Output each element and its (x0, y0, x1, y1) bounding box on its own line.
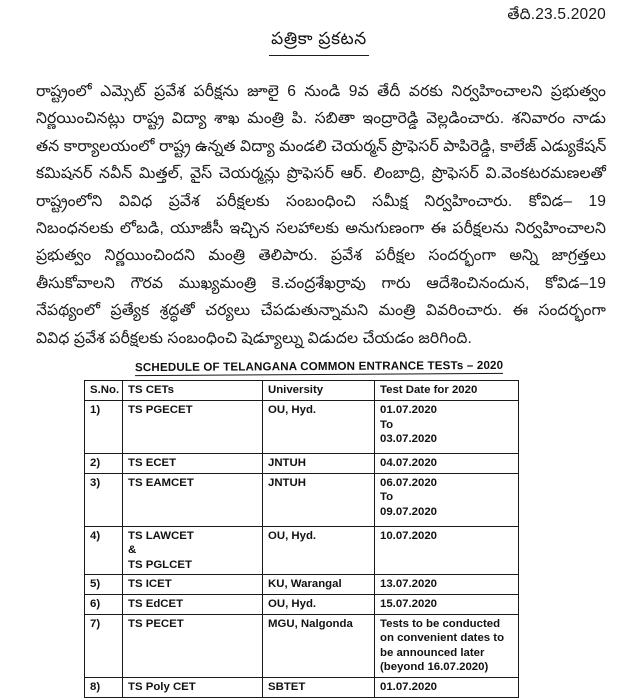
row-university (263, 473, 375, 526)
cell-line: To (380, 418, 394, 431)
cell-line: 03.07.2020 (380, 433, 438, 446)
cell-line: Tests to be conducted (380, 617, 501, 630)
cell-line: TS LAWCET (128, 529, 194, 542)
cell-line: OU, Hyd. (268, 597, 317, 610)
cell-line: 01.07.2020 (380, 404, 438, 416)
row-university (263, 594, 375, 614)
row-serial: 5) (85, 575, 123, 595)
cell-line: 01.07.2020 (380, 680, 438, 693)
row-cet-name (123, 614, 263, 677)
cell-line: 06.07.2020 (380, 476, 438, 489)
table-row (85, 677, 519, 697)
cell-line: TS Poly CET (128, 680, 196, 693)
body-line: రాష్ట్రంలో ఎమ్సెట్ ప్రవేశ పరీక్షను జూలై 6 నుండి 9వ తేదీ వరకు నిర్వహించాలని ప్రభుత్వం (36, 83, 606, 100)
body-line: తన కార్యాలయంలో రాష్ట్ర ఉన్నత విద్యా మండలి చెయర్మన్ ప్రొఫెసర్ పాపిరెడ్డి, కాలేజ్ ఎడ్యుకేషన్ (36, 137, 607, 155)
cell-line: TS ICET (128, 578, 172, 591)
cell-line: & (128, 544, 137, 557)
headline-container (0, 29, 638, 56)
cet-schedule-table (84, 380, 519, 698)
cell-line: KU, Warangal (268, 578, 342, 591)
cell-line: SBTET (268, 680, 306, 693)
cell-line: TS ECET (128, 457, 177, 469)
row-test-date (375, 614, 519, 677)
cell-line: JNTUH (268, 476, 306, 489)
row-cet-name (123, 454, 263, 474)
row-university (263, 454, 375, 474)
cell-line: be announced later (380, 646, 485, 659)
row-test-date (375, 473, 519, 526)
body-line: నిబంధనలకు లోబడి, యూజీసీ ఇచ్చిన సలహాలకు అనుగుణంగా ఈ పరీక్షలను నిర్వహించాలని (36, 220, 606, 238)
cell-line: JNTUH (268, 457, 306, 469)
row-university (263, 526, 375, 575)
table-header-row (85, 381, 519, 401)
cell-line: 10.07.2020 (380, 529, 438, 542)
cell-line: OU, Hyd. (268, 529, 317, 542)
cell-line: TS PGECET (128, 404, 193, 416)
row-test-date (375, 454, 519, 474)
cell-line: 09.07.2020 (380, 505, 438, 518)
row-test-date (375, 401, 519, 454)
body-line: తీసుకోవాలని గౌరవ ముఖ్యమంత్రి కె.చంద్రశేఖర్రావు గారు ఆదేశించినందున, కోవిడ–19 (36, 274, 606, 292)
row-test-date (375, 677, 519, 697)
cell-line: 04.07.2020 (380, 457, 438, 469)
table-row (85, 594, 519, 614)
schedule-title: SCHEDULE OF TELANGANA COMMON ENTRANCE TESTs – 2020 (134, 358, 504, 375)
table-row (85, 401, 519, 454)
column-header-university: University (263, 381, 375, 401)
table-row (85, 454, 519, 474)
row-test-date (375, 575, 519, 595)
cell-line: TS PGLCET (128, 558, 192, 571)
body-line: కమిషనర్ నవీన్ మిత్తల్, వైస్ చెయర్మన్లు ప్రొఫెసర్ ఆర్. లింబాద్రి, ప్రొఫెసర్ వి.వెంకటరమణలతో (36, 165, 606, 183)
document-date: తేది.23.5.2020 (507, 6, 606, 23)
row-serial: 7) (85, 614, 123, 677)
row-cet-name (123, 575, 263, 595)
body-line: రాష్ట్రంలోని వివిధ ప్రవేశ పరీక్షలకు సంబంధించి సమీక్ష నిర్వహించారు. కోవిడ– 19 (36, 192, 606, 210)
row-university (263, 677, 375, 697)
row-serial: 3) (85, 473, 123, 526)
column-header-sno: S.No. (85, 381, 123, 401)
row-cet-name (123, 526, 263, 575)
row-cet-name (123, 594, 263, 614)
cell-line: on convenient dates to (380, 632, 505, 645)
cell-line: TS EAMCET (128, 476, 194, 489)
cell-line: (beyond 16.07.2020) (380, 661, 489, 674)
body-line: నిర్ణయించినట్లు రాష్ట్ర విద్యా శాఖ మంత్రి పి. సబితా ఇంద్రారెడ్డి వెల్లడించారు. శనివారం నాడు (36, 110, 606, 128)
cell-line: OU, Hyd. (268, 404, 317, 416)
row-serial: 2) (85, 454, 123, 474)
row-test-date (375, 526, 519, 575)
page-title: పత్రికా ప్రకటన (269, 29, 369, 56)
cell-line: 13.07.2020 (380, 578, 438, 591)
body-line: వివిధ ప్రవేశ పరీక్షలకు సంబంధించి షెడ్యూల్ను విడుదల చేయడం జరిగింది. (36, 329, 472, 347)
table-row (85, 473, 519, 526)
cell-line: To (380, 491, 394, 504)
body-line: ప్రభుత్వం నిర్ణయించిందని మంత్రి తెలిపారు. ప్రవేశ పరీక్షల సందర్భంగా అన్ని జాగ్రత్తలు (36, 247, 606, 265)
row-university (263, 401, 375, 454)
body-text (36, 78, 606, 352)
schedule-title-container (0, 357, 638, 375)
schedule-table-container (84, 380, 518, 698)
row-cet-name (123, 677, 263, 697)
column-header-cet: TS CETs (123, 381, 263, 401)
cell-line: 15.07.2020 (380, 597, 438, 610)
row-serial: 1) (85, 401, 123, 454)
cell-line: MGU, Nalgonda (268, 617, 353, 630)
cell-line: TS PECET (128, 617, 184, 630)
table-row (85, 614, 519, 677)
table-body (85, 401, 519, 698)
column-header-date: Test Date for 2020 (375, 381, 519, 401)
row-serial: 4) (85, 526, 123, 575)
body-line: నేపథ్యంలో ప్రత్యేక శ్రద్ధతో చర్యలు చేపడుతున్నామని మంత్రి వివరించారు. ఈ సందర్భంగా (36, 302, 606, 320)
row-serial: 8) (85, 677, 123, 697)
cell-line: TS EdCET (128, 597, 184, 610)
table-row (85, 575, 519, 595)
row-university (263, 614, 375, 677)
row-serial: 6) (85, 594, 123, 614)
row-university (263, 575, 375, 595)
table-row (85, 526, 519, 575)
row-test-date (375, 594, 519, 614)
row-cet-name (123, 401, 263, 454)
row-cet-name (123, 473, 263, 526)
